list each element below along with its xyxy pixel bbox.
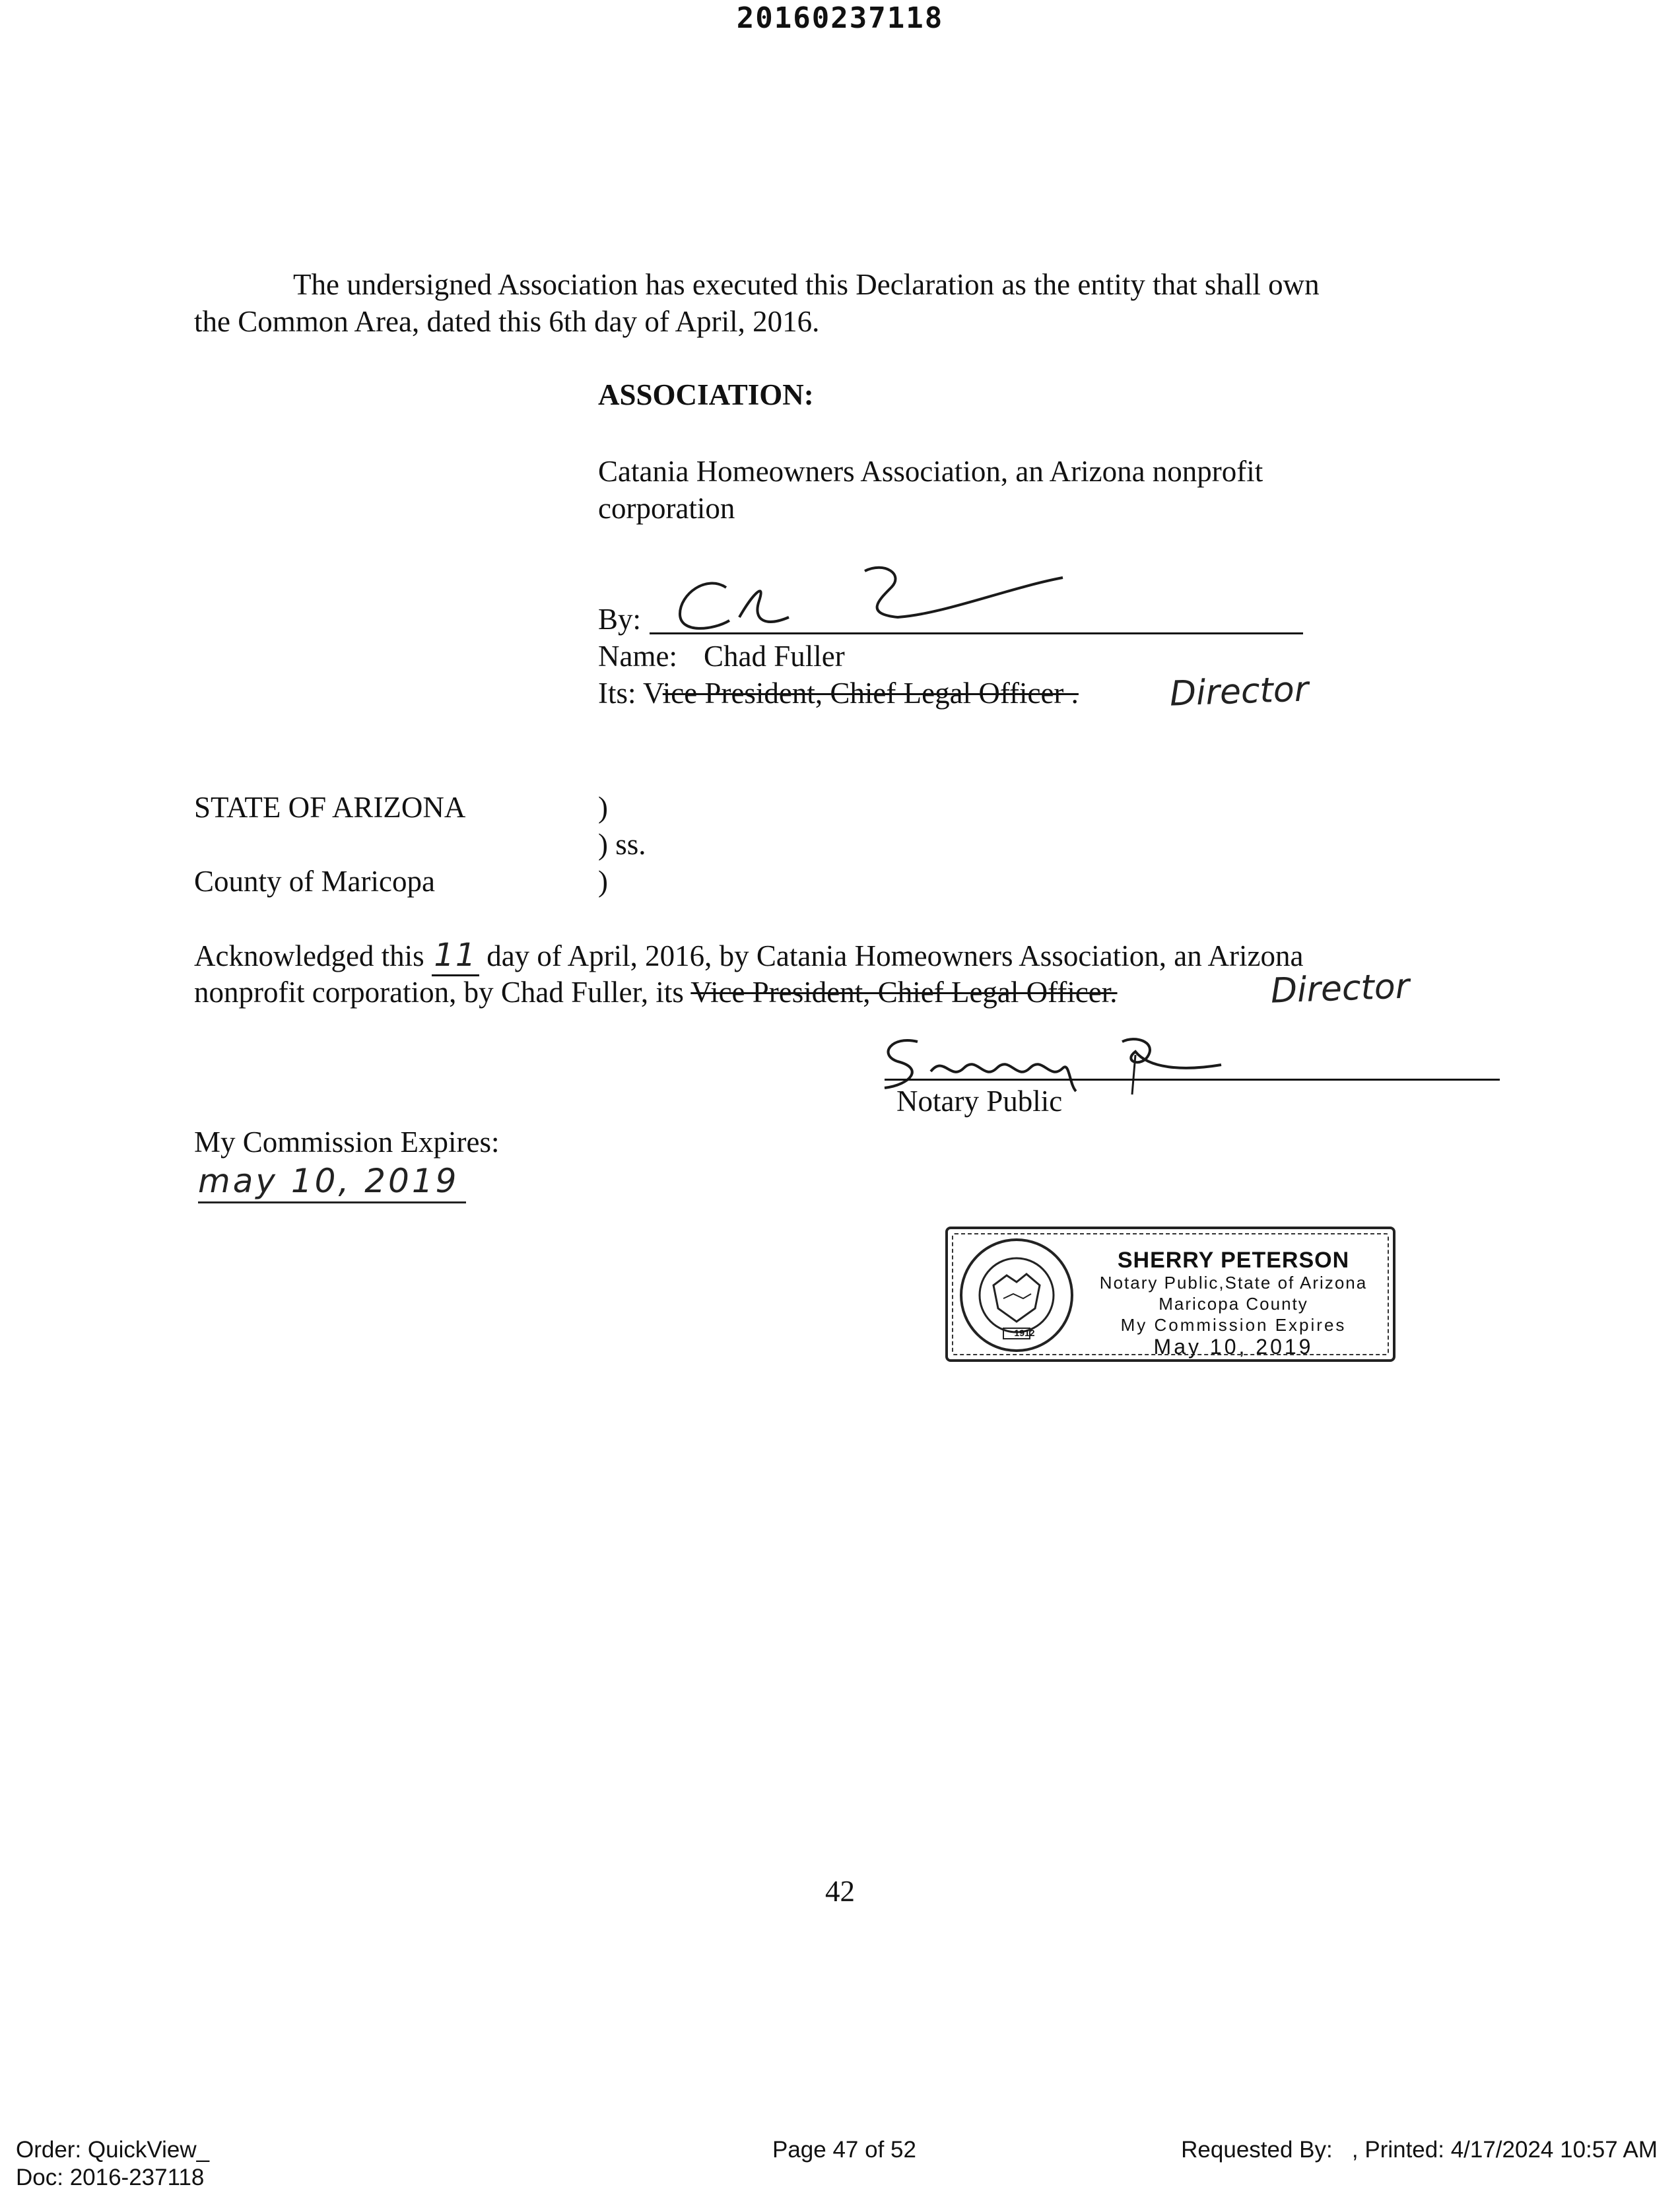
footer-page: Page 47 of 52 <box>772 2137 916 2163</box>
seal-year: 1912 <box>1014 1328 1035 1338</box>
footer-requested: Requested By: , Printed: 4/17/2024 10:57 AM <box>1181 2137 1658 2163</box>
venue-paren-3: ) <box>598 865 608 898</box>
chad-fuller-signature <box>667 555 1089 640</box>
ack-part-2: day of April, 2016, by Catania Homeowners Association, an Arizona <box>487 939 1304 972</box>
by-label: By: <box>598 603 642 636</box>
commission-handwritten-date: may 10, 2019 <box>198 1162 466 1203</box>
notary-public-label: Notary Public <box>896 1085 1063 1118</box>
venue-paren-2: ) ss. <box>598 828 646 861</box>
footer-doc: Doc: 2016-237118 <box>16 2165 205 2190</box>
notary-seal-stamp <box>945 1227 1395 1362</box>
ack-handwritten-title: Director <box>1270 966 1411 1011</box>
its-struck-title: ice President, Chief Legal Officer . <box>662 677 1079 710</box>
notary-signature-line <box>885 1079 1500 1081</box>
ack-part-1: Acknowledged this <box>194 939 424 972</box>
association-entity-line-2: corporation <box>598 492 735 525</box>
its-line <box>598 675 1079 712</box>
ack-line-2-part-1: nonprofit corporation, by Chad Fuller, its <box>194 976 684 1009</box>
its-label: Its: V <box>598 677 663 710</box>
association-entity-line-1: Catania Homeowners Association, an Arizona nonprofit <box>598 455 1263 488</box>
ack-day-blank <box>432 937 479 976</box>
name-label: Name: <box>598 640 677 673</box>
its-handwritten-title: Director <box>1169 669 1310 714</box>
venue-paren-1: ) <box>598 791 608 824</box>
seal-line-2: Notary Public,State of Arizona <box>1099 1273 1368 1293</box>
signer-name: Chad Fuller <box>704 640 845 673</box>
venue-state: STATE OF ARIZONA <box>194 791 466 824</box>
seal-notary-name: SHERRY PETERSON <box>1117 1248 1350 1273</box>
intro-line-2: the Common Area, dated this 6th day of April, 2016. <box>194 305 820 338</box>
document-number: 20160237118 <box>736 1 944 35</box>
association-heading: ASSOCIATION: <box>598 378 814 411</box>
intro-line-1: The undersigned Association has executed this Declaration as the entity that shall own <box>293 268 1320 301</box>
footer-order: Order: QuickView_ <box>16 2137 210 2163</box>
seal-line-5: May 10, 2019 <box>1153 1335 1314 1359</box>
ack-struck-title: Vice President, Chief Legal Officer. <box>690 976 1118 1009</box>
commission-label: My Commission Expires: <box>194 1126 500 1159</box>
venue-county: County of Maricopa <box>194 865 435 898</box>
ack-line-2 <box>194 974 1118 1011</box>
ack-day-handwritten: 11 <box>434 937 477 974</box>
seal-line-3: Maricopa County <box>1159 1294 1308 1314</box>
seal-line-4: My Commission Expires <box>1120 1315 1347 1335</box>
page-number: 42 <box>825 1875 855 1908</box>
